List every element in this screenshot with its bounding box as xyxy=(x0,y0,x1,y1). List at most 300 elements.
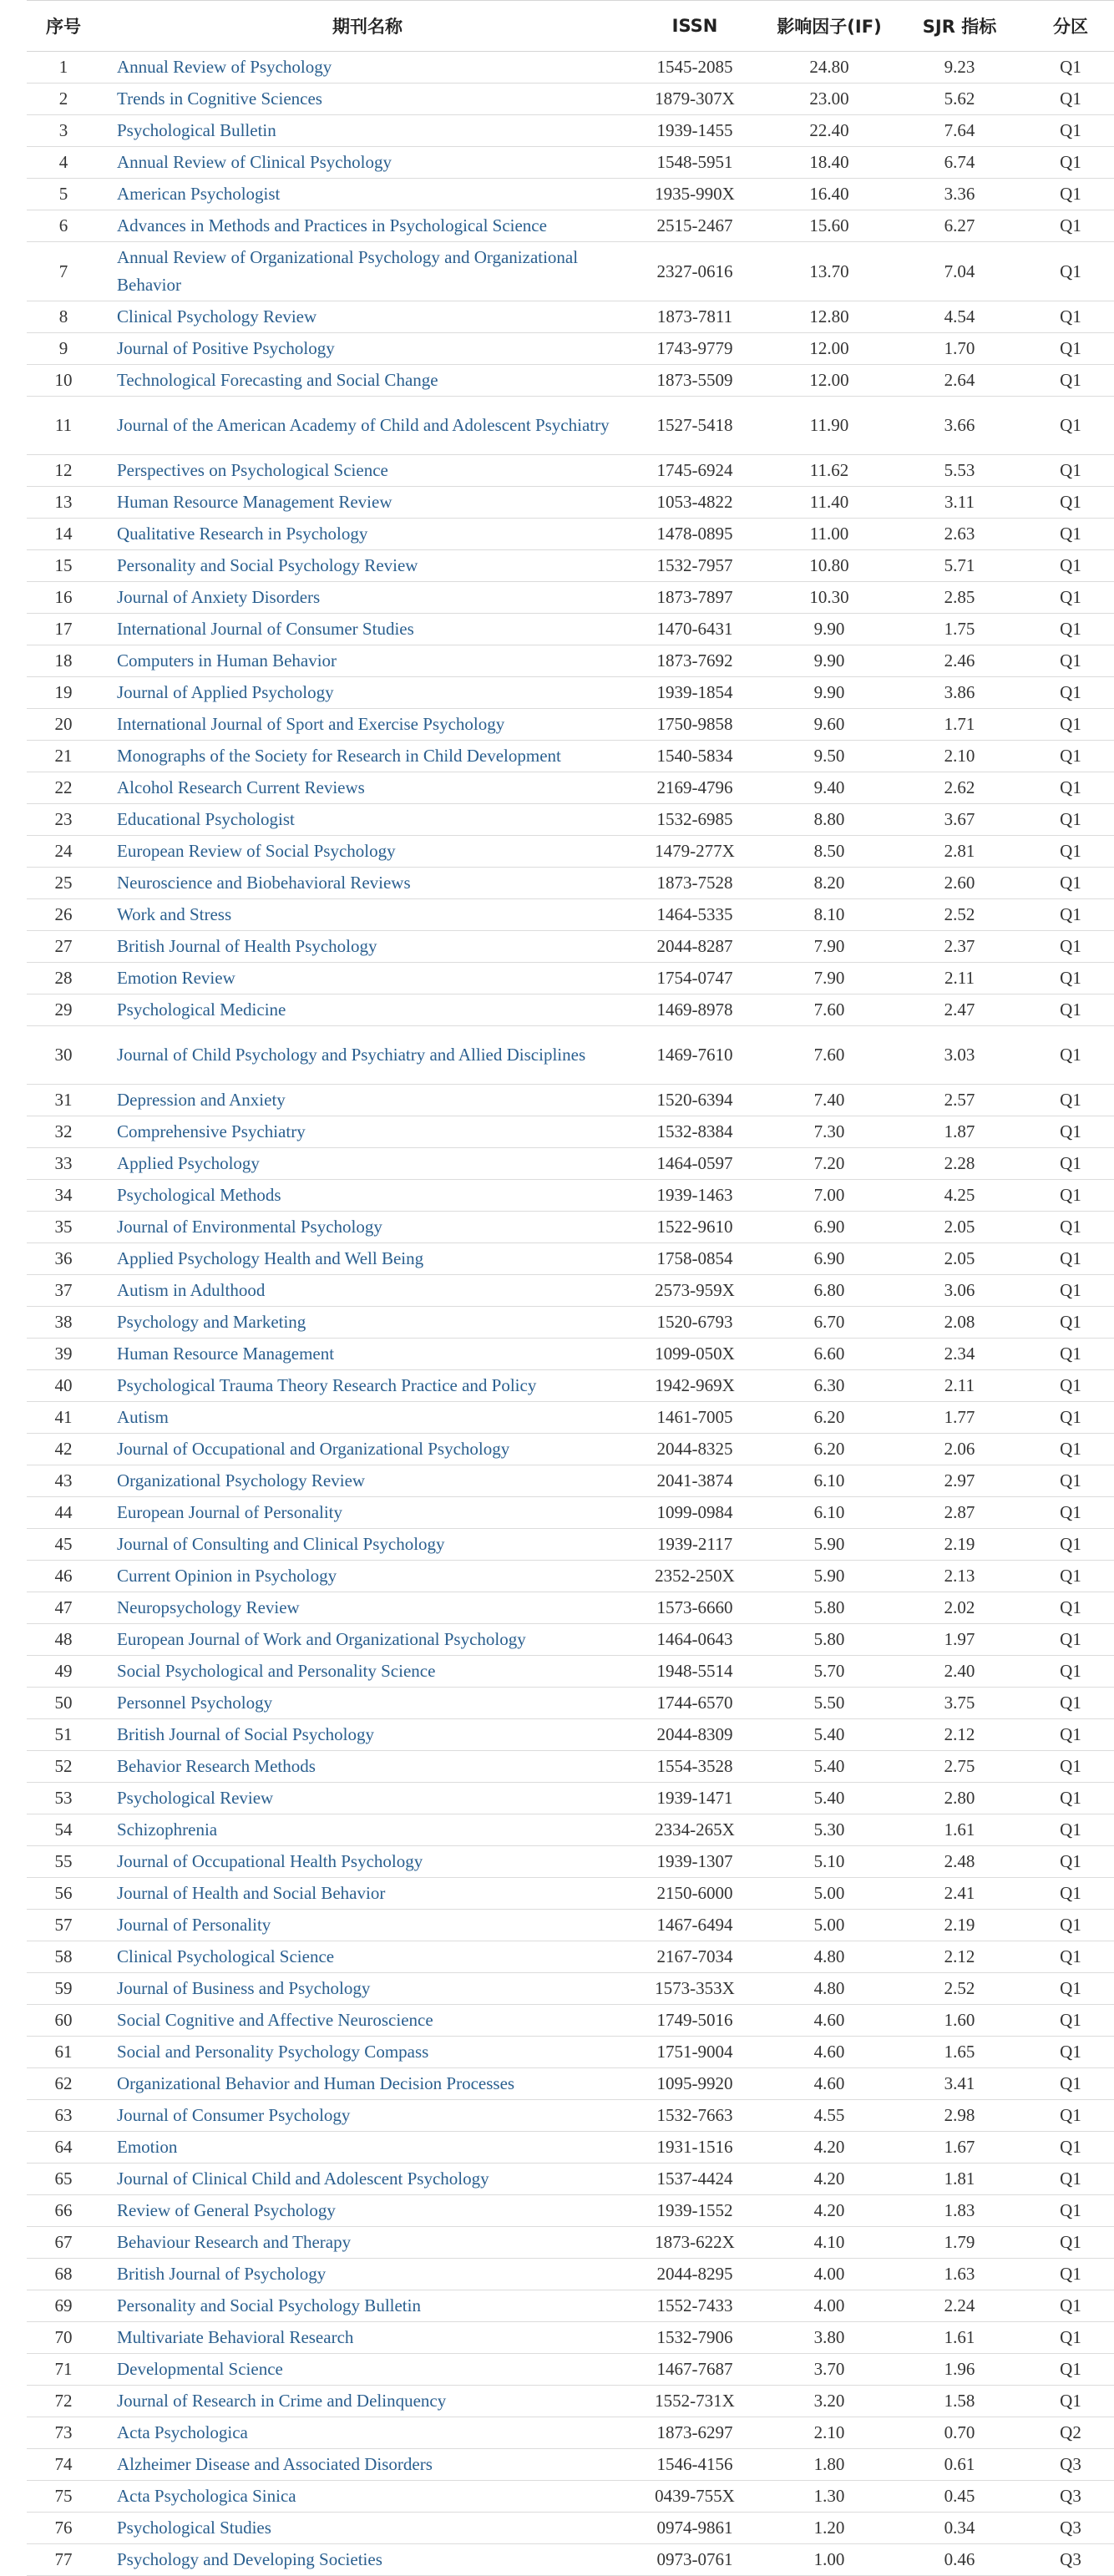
journal-name-link[interactable]: Personality and Social Psychology Review xyxy=(100,550,623,582)
table-row xyxy=(27,1719,1114,1751)
impact-factor-cell: 4.80 xyxy=(767,1973,892,2005)
sjr-cell: 2.75 xyxy=(892,1751,1027,1783)
issn-cell: 1939-1307 xyxy=(623,1846,767,1878)
journal-name-link[interactable]: Journal of Consulting and Clinical Psychology xyxy=(100,1529,623,1561)
quartile-cell: Q1 xyxy=(1027,2354,1114,2386)
journal-name-link[interactable]: Personality and Social Psychology Bulletin xyxy=(100,2290,623,2322)
journal-name-link[interactable]: International Journal of Consumer Studies xyxy=(100,614,623,645)
impact-factor-cell: 7.90 xyxy=(767,931,892,963)
sjr-cell: 4.54 xyxy=(892,301,1027,333)
sjr-cell: 2.64 xyxy=(892,365,1027,397)
issn-cell: 0439-755X xyxy=(623,2481,767,2513)
sjr-cell: 2.46 xyxy=(892,645,1027,677)
table-row xyxy=(27,836,1114,868)
impact-factor-cell: 9.90 xyxy=(767,645,892,677)
row-number: 1 xyxy=(27,52,100,84)
table-row xyxy=(27,397,1114,455)
issn-cell: 1948-5514 xyxy=(623,1656,767,1688)
journal-name-link[interactable]: Autism xyxy=(100,1402,623,1434)
quartile-cell: Q1 xyxy=(1027,1307,1114,1339)
quartile-cell: Q1 xyxy=(1027,614,1114,645)
impact-factor-cell: 4.20 xyxy=(767,2195,892,2227)
sjr-cell: 2.81 xyxy=(892,836,1027,868)
row-number: 7 xyxy=(27,242,100,301)
quartile-cell: Q1 xyxy=(1027,1656,1114,1688)
journal-name-link[interactable]: Journal of Anxiety Disorders xyxy=(100,582,623,614)
quartile-cell: Q1 xyxy=(1027,397,1114,455)
header-quartile: 分区 xyxy=(1027,1,1114,52)
journal-name-link[interactable]: Work and Stress xyxy=(100,899,623,931)
sjr-cell: 2.05 xyxy=(892,1212,1027,1243)
journal-name-link[interactable]: Psychological Bulletin xyxy=(100,115,623,147)
quartile-cell: Q1 xyxy=(1027,677,1114,709)
issn-cell: 1939-1854 xyxy=(623,677,767,709)
sjr-cell: 2.06 xyxy=(892,1434,1027,1465)
table-row xyxy=(27,487,1114,519)
row-number: 29 xyxy=(27,994,100,1026)
row-number: 57 xyxy=(27,1910,100,1941)
issn-cell: 1548-5951 xyxy=(623,147,767,179)
issn-cell: 2327-0616 xyxy=(623,242,767,301)
table-row xyxy=(27,2290,1114,2322)
table-row xyxy=(27,2068,1114,2100)
journal-name-link[interactable]: Depression and Anxiety xyxy=(100,1085,623,1116)
table-body xyxy=(27,52,1114,2576)
impact-factor-cell: 6.20 xyxy=(767,1434,892,1465)
sjr-cell: 2.52 xyxy=(892,1973,1027,2005)
impact-factor-cell: 5.10 xyxy=(767,1846,892,1878)
journal-name-link[interactable]: Human Resource Management Review xyxy=(100,487,623,519)
journal-name-link[interactable]: Advances in Methods and Practices in Psychological Science xyxy=(100,210,623,242)
journal-name-link[interactable]: Psychological Methods xyxy=(100,1180,623,1212)
row-number: 48 xyxy=(27,1624,100,1656)
header-no: 序号 xyxy=(27,1,100,52)
journal-name-link[interactable]: Social and Personality Psychology Compass xyxy=(100,2037,623,2068)
quartile-cell: Q1 xyxy=(1027,1910,1114,1941)
sjr-cell: 2.08 xyxy=(892,1307,1027,1339)
journal-name-link[interactable]: Human Resource Management xyxy=(100,1339,623,1370)
impact-factor-cell: 5.00 xyxy=(767,1910,892,1941)
quartile-cell: Q1 xyxy=(1027,242,1114,301)
quartile-cell: Q1 xyxy=(1027,2100,1114,2132)
impact-factor-cell: 5.80 xyxy=(767,1624,892,1656)
table-row xyxy=(27,2513,1114,2544)
quartile-cell: Q3 xyxy=(1027,2544,1114,2576)
journal-name-link[interactable]: Applied Psychology Health and Well Being xyxy=(100,1243,623,1275)
issn-cell: 1749-5016 xyxy=(623,2005,767,2037)
issn-cell: 1532-7906 xyxy=(623,2322,767,2354)
journal-name-link[interactable]: Annual Review of Psychology xyxy=(100,52,623,84)
table-row xyxy=(27,1148,1114,1180)
impact-factor-cell: 6.80 xyxy=(767,1275,892,1307)
journal-name-link[interactable]: Educational Psychologist xyxy=(100,804,623,836)
journal-name-link[interactable]: Multivariate Behavioral Research xyxy=(100,2322,623,2354)
header-journal-name: 期刊名称 xyxy=(100,1,623,52)
table-row xyxy=(27,1624,1114,1656)
table-row xyxy=(27,52,1114,84)
impact-factor-cell: 5.90 xyxy=(767,1561,892,1592)
quartile-cell: Q1 xyxy=(1027,582,1114,614)
quartile-cell: Q1 xyxy=(1027,1116,1114,1148)
quartile-cell: Q1 xyxy=(1027,147,1114,179)
quartile-cell: Q1 xyxy=(1027,994,1114,1026)
row-number: 18 xyxy=(27,645,100,677)
sjr-cell: 0.46 xyxy=(892,2544,1027,2576)
sjr-cell: 2.12 xyxy=(892,1941,1027,1973)
quartile-cell: Q1 xyxy=(1027,2164,1114,2195)
sjr-cell: 2.19 xyxy=(892,1529,1027,1561)
quartile-cell: Q1 xyxy=(1027,2068,1114,2100)
sjr-cell: 1.61 xyxy=(892,1814,1027,1846)
journal-name-link[interactable]: Journal of Personality xyxy=(100,1910,623,1941)
journal-name-link[interactable]: Review of General Psychology xyxy=(100,2195,623,2227)
journal-name-link[interactable]: British Journal of Health Psychology xyxy=(100,931,623,963)
quartile-cell: Q1 xyxy=(1027,741,1114,772)
impact-factor-cell: 7.60 xyxy=(767,1026,892,1085)
issn-cell: 1464-0597 xyxy=(623,1148,767,1180)
quartile-cell: Q1 xyxy=(1027,1402,1114,1434)
quartile-cell: Q1 xyxy=(1027,1973,1114,2005)
table-row xyxy=(27,550,1114,582)
table-row xyxy=(27,804,1114,836)
impact-factor-cell: 8.10 xyxy=(767,899,892,931)
quartile-cell: Q1 xyxy=(1027,1085,1114,1116)
row-number: 55 xyxy=(27,1846,100,1878)
table-row xyxy=(27,1275,1114,1307)
row-number: 13 xyxy=(27,487,100,519)
journal-name-link[interactable]: Qualitative Research in Psychology xyxy=(100,519,623,550)
table-row xyxy=(27,2449,1114,2481)
quartile-cell: Q1 xyxy=(1027,455,1114,487)
journal-name-link[interactable]: Journal of Occupational Health Psychology xyxy=(100,1846,623,1878)
table-row xyxy=(27,365,1114,397)
journal-name-link[interactable]: Personnel Psychology xyxy=(100,1688,623,1719)
impact-factor-cell: 7.40 xyxy=(767,1085,892,1116)
row-number: 58 xyxy=(27,1941,100,1973)
impact-factor-cell: 4.60 xyxy=(767,2005,892,2037)
impact-factor-cell: 11.62 xyxy=(767,455,892,487)
table-row xyxy=(27,868,1114,899)
table-row xyxy=(27,2417,1114,2449)
journal-name-link[interactable]: Schizophrenia xyxy=(100,1814,623,1846)
sjr-cell: 2.11 xyxy=(892,1370,1027,1402)
table-row xyxy=(27,115,1114,147)
journal-name-link[interactable]: Journal of Business and Psychology xyxy=(100,1973,623,2005)
table-row xyxy=(27,1941,1114,1973)
journal-name-link[interactable]: Perspectives on Psychological Science xyxy=(100,455,623,487)
impact-factor-cell: 9.90 xyxy=(767,614,892,645)
impact-factor-cell: 24.80 xyxy=(767,52,892,84)
journal-name-link[interactable]: Social Cognitive and Affective Neuroscience xyxy=(100,2005,623,2037)
journal-name-link[interactable]: Journal of Clinical Child and Adolescent Psychology xyxy=(100,2164,623,2195)
sjr-cell: 2.02 xyxy=(892,1592,1027,1624)
row-number: 28 xyxy=(27,963,100,994)
journal-name-link[interactable]: Journal of Positive Psychology xyxy=(100,333,623,365)
journal-name-link[interactable]: Journal of Occupational and Organizational Psychology xyxy=(100,1434,623,1465)
impact-factor-cell: 4.20 xyxy=(767,2132,892,2164)
quartile-cell: Q1 xyxy=(1027,1148,1114,1180)
row-number: 43 xyxy=(27,1465,100,1497)
issn-cell: 1879-307X xyxy=(623,84,767,115)
journal-name-link[interactable]: Journal of Environmental Psychology xyxy=(100,1212,623,1243)
sjr-cell: 0.45 xyxy=(892,2481,1027,2513)
journal-name-link[interactable]: European Review of Social Psychology xyxy=(100,836,623,868)
issn-cell: 2150-6000 xyxy=(623,1878,767,1910)
journal-name-link[interactable]: Technological Forecasting and Social Change xyxy=(100,365,623,397)
quartile-cell: Q1 xyxy=(1027,1180,1114,1212)
impact-factor-cell: 16.40 xyxy=(767,179,892,210)
impact-factor-cell: 5.70 xyxy=(767,1656,892,1688)
impact-factor-cell: 3.80 xyxy=(767,2322,892,2354)
table-row xyxy=(27,1688,1114,1719)
journal-name-link[interactable]: Organizational Behavior and Human Decision Processes xyxy=(100,2068,623,2100)
issn-cell: 1939-1471 xyxy=(623,1783,767,1814)
issn-cell: 1532-7957 xyxy=(623,550,767,582)
row-number: 36 xyxy=(27,1243,100,1275)
impact-factor-cell: 13.70 xyxy=(767,242,892,301)
journal-name-link[interactable]: Acta Psychologica Sinica xyxy=(100,2481,623,2513)
issn-cell: 1522-9610 xyxy=(623,1212,767,1243)
journal-name-link[interactable]: Acta Psychologica xyxy=(100,2417,623,2449)
table-row xyxy=(27,582,1114,614)
table-row xyxy=(27,147,1114,179)
journal-name-link[interactable]: British Journal of Psychology xyxy=(100,2259,623,2290)
impact-factor-cell: 6.70 xyxy=(767,1307,892,1339)
quartile-cell: Q1 xyxy=(1027,52,1114,84)
sjr-cell: 9.23 xyxy=(892,52,1027,84)
issn-cell: 1532-7663 xyxy=(623,2100,767,2132)
sjr-cell: 1.83 xyxy=(892,2195,1027,2227)
impact-factor-cell: 1.80 xyxy=(767,2449,892,2481)
journal-name-link[interactable]: International Journal of Sport and Exercise Psychology xyxy=(100,709,623,741)
journal-name-link[interactable]: Neuroscience and Biobehavioral Reviews xyxy=(100,868,623,899)
row-number: 77 xyxy=(27,2544,100,2576)
issn-cell: 1873-6297 xyxy=(623,2417,767,2449)
sjr-cell: 2.85 xyxy=(892,582,1027,614)
row-number: 39 xyxy=(27,1339,100,1370)
journal-name-link[interactable]: Trends in Cognitive Sciences xyxy=(100,84,623,115)
table-row xyxy=(27,2100,1114,2132)
table-row xyxy=(27,709,1114,741)
quartile-cell: Q1 xyxy=(1027,1688,1114,1719)
journal-name-link[interactable]: Autism in Adulthood xyxy=(100,1275,623,1307)
issn-cell: 1873-7692 xyxy=(623,645,767,677)
row-number: 49 xyxy=(27,1656,100,1688)
sjr-cell: 1.58 xyxy=(892,2386,1027,2417)
quartile-cell: Q1 xyxy=(1027,1275,1114,1307)
journal-name-link[interactable]: American Psychologist xyxy=(100,179,623,210)
issn-cell: 1573-6660 xyxy=(623,1592,767,1624)
issn-cell: 1469-7610 xyxy=(623,1026,767,1085)
impact-factor-cell: 12.00 xyxy=(767,333,892,365)
quartile-cell: Q1 xyxy=(1027,836,1114,868)
journal-name-link[interactable]: Monographs of the Society for Research in Child Development xyxy=(100,741,623,772)
row-number: 22 xyxy=(27,772,100,804)
journal-name-link[interactable]: Journal of Child Psychology and Psychiatry and Allied Disciplines xyxy=(100,1026,623,1085)
journal-name-link[interactable]: Psychological Studies xyxy=(100,2513,623,2544)
impact-factor-cell: 5.40 xyxy=(767,1751,892,1783)
sjr-cell: 7.04 xyxy=(892,242,1027,301)
journal-name-link[interactable]: Clinical Psychological Science xyxy=(100,1941,623,1973)
sjr-cell: 1.87 xyxy=(892,1116,1027,1148)
table-row xyxy=(27,931,1114,963)
sjr-cell: 5.62 xyxy=(892,84,1027,115)
row-number: 70 xyxy=(27,2322,100,2354)
issn-cell: 2334-265X xyxy=(623,1814,767,1846)
quartile-cell: Q1 xyxy=(1027,1026,1114,1085)
journal-name-link[interactable]: Emotion Review xyxy=(100,963,623,994)
quartile-cell: Q1 xyxy=(1027,963,1114,994)
journal-name-link[interactable]: European Journal of Work and Organizational Psychology xyxy=(100,1624,623,1656)
quartile-cell: Q1 xyxy=(1027,115,1114,147)
table-row xyxy=(27,1973,1114,2005)
sjr-cell: 2.37 xyxy=(892,931,1027,963)
journal-name-link[interactable]: Clinical Psychology Review xyxy=(100,301,623,333)
row-number: 67 xyxy=(27,2227,100,2259)
issn-cell: 1931-1516 xyxy=(623,2132,767,2164)
row-number: 9 xyxy=(27,333,100,365)
issn-cell: 1758-0854 xyxy=(623,1243,767,1275)
journal-name-link[interactable]: Organizational Psychology Review xyxy=(100,1465,623,1497)
issn-cell: 1552-731X xyxy=(623,2386,767,2417)
quartile-cell: Q1 xyxy=(1027,487,1114,519)
table-row xyxy=(27,1656,1114,1688)
row-number: 68 xyxy=(27,2259,100,2290)
quartile-cell: Q1 xyxy=(1027,1751,1114,1783)
journal-name-link[interactable]: European Journal of Personality xyxy=(100,1497,623,1529)
table-row xyxy=(27,677,1114,709)
row-number: 26 xyxy=(27,899,100,931)
quartile-cell: Q1 xyxy=(1027,179,1114,210)
journal-name-link[interactable]: Behaviour Research and Therapy xyxy=(100,2227,623,2259)
journal-name-link[interactable]: Psychological Medicine xyxy=(100,994,623,1026)
sjr-cell: 2.40 xyxy=(892,1656,1027,1688)
journal-name-link[interactable]: Computers in Human Behavior xyxy=(100,645,623,677)
impact-factor-cell: 4.80 xyxy=(767,1941,892,1973)
impact-factor-cell: 9.50 xyxy=(767,741,892,772)
row-number: 19 xyxy=(27,677,100,709)
journal-name-link[interactable]: Neuropsychology Review xyxy=(100,1592,623,1624)
sjr-cell: 0.34 xyxy=(892,2513,1027,2544)
row-number: 47 xyxy=(27,1592,100,1624)
journal-name-link[interactable]: Journal of Consumer Psychology xyxy=(100,2100,623,2132)
issn-cell: 1537-4424 xyxy=(623,2164,767,2195)
journal-name-link[interactable]: Comprehensive Psychiatry xyxy=(100,1116,623,1148)
row-number: 46 xyxy=(27,1561,100,1592)
table-row xyxy=(27,2544,1114,2576)
table-row xyxy=(27,1370,1114,1402)
journal-name-link[interactable]: Journal of the American Academy of Child and Adolescent Psychiatry xyxy=(100,397,623,455)
row-number: 12 xyxy=(27,455,100,487)
sjr-cell: 7.64 xyxy=(892,115,1027,147)
issn-cell: 1520-6793 xyxy=(623,1307,767,1339)
table-row xyxy=(27,2259,1114,2290)
journal-name-link[interactable]: British Journal of Social Psychology xyxy=(100,1719,623,1751)
quartile-cell: Q1 xyxy=(1027,2386,1114,2417)
journal-name-link[interactable]: Alcohol Research Current Reviews xyxy=(100,772,623,804)
sjr-cell: 6.74 xyxy=(892,147,1027,179)
issn-cell: 1873-7897 xyxy=(623,582,767,614)
issn-cell: 1942-969X xyxy=(623,1370,767,1402)
row-number: 5 xyxy=(27,179,100,210)
issn-cell: 1546-4156 xyxy=(623,2449,767,2481)
sjr-cell: 3.06 xyxy=(892,1275,1027,1307)
issn-cell: 1873-7811 xyxy=(623,301,767,333)
journal-name-link[interactable]: Psychology and Developing Societies xyxy=(100,2544,623,2576)
quartile-cell: Q1 xyxy=(1027,645,1114,677)
quartile-cell: Q1 xyxy=(1027,1212,1114,1243)
row-number: 71 xyxy=(27,2354,100,2386)
row-number: 74 xyxy=(27,2449,100,2481)
journal-name-link[interactable]: Developmental Science xyxy=(100,2354,623,2386)
row-number: 15 xyxy=(27,550,100,582)
sjr-cell: 2.13 xyxy=(892,1561,1027,1592)
header-impact-factor: 影响因子(IF) xyxy=(767,1,892,52)
row-number: 27 xyxy=(27,931,100,963)
journal-name-link[interactable]: Alzheimer Disease and Associated Disorders xyxy=(100,2449,623,2481)
row-number: 75 xyxy=(27,2481,100,2513)
row-number: 44 xyxy=(27,1497,100,1529)
journal-name-link[interactable]: Psychological Review xyxy=(100,1783,623,1814)
issn-cell: 1464-0643 xyxy=(623,1624,767,1656)
sjr-cell: 3.36 xyxy=(892,179,1027,210)
issn-cell: 1939-1455 xyxy=(623,115,767,147)
journal-name-link[interactable]: Behavior Research Methods xyxy=(100,1751,623,1783)
table-row xyxy=(27,2322,1114,2354)
journal-name-link[interactable]: Applied Psychology xyxy=(100,1148,623,1180)
quartile-cell: Q1 xyxy=(1027,2037,1114,2068)
impact-factor-cell: 11.00 xyxy=(767,519,892,550)
impact-factor-cell: 22.40 xyxy=(767,115,892,147)
journal-name-link[interactable]: Emotion xyxy=(100,2132,623,2164)
table-row xyxy=(27,994,1114,1026)
quartile-cell: Q1 xyxy=(1027,2005,1114,2037)
table-row xyxy=(27,772,1114,804)
sjr-cell: 4.25 xyxy=(892,1180,1027,1212)
table-row xyxy=(27,455,1114,487)
journal-name-link[interactable]: Psychological Trauma Theory Research Practice and Policy xyxy=(100,1370,623,1402)
sjr-cell: 1.96 xyxy=(892,2354,1027,2386)
sjr-cell: 2.52 xyxy=(892,899,1027,931)
journal-name-link[interactable]: Annual Review of Organizational Psychology and Organizational Behavior xyxy=(100,242,623,301)
impact-factor-cell: 7.00 xyxy=(767,1180,892,1212)
impact-factor-cell: 5.90 xyxy=(767,1529,892,1561)
journal-name-link[interactable]: Psychology and Marketing xyxy=(100,1307,623,1339)
quartile-cell: Q1 xyxy=(1027,333,1114,365)
issn-cell: 1939-2117 xyxy=(623,1529,767,1561)
table-row xyxy=(27,2132,1114,2164)
row-number: 64 xyxy=(27,2132,100,2164)
quartile-cell: Q1 xyxy=(1027,1465,1114,1497)
sjr-cell: 2.28 xyxy=(892,1148,1027,1180)
impact-factor-cell: 4.55 xyxy=(767,2100,892,2132)
issn-cell: 0974-9861 xyxy=(623,2513,767,2544)
journal-name-link[interactable]: Journal of Applied Psychology xyxy=(100,677,623,709)
issn-cell: 0973-0761 xyxy=(623,2544,767,2576)
impact-factor-cell: 2.10 xyxy=(767,2417,892,2449)
journal-name-link[interactable]: Social Psychological and Personality Science xyxy=(100,1656,623,1688)
journal-name-link[interactable]: Journal of Research in Crime and Delinquency xyxy=(100,2386,623,2417)
journal-name-link[interactable]: Journal of Health and Social Behavior xyxy=(100,1878,623,1910)
journal-name-link[interactable]: Current Opinion in Psychology xyxy=(100,1561,623,1592)
row-number: 42 xyxy=(27,1434,100,1465)
quartile-cell: Q2 xyxy=(1027,2417,1114,2449)
impact-factor-cell: 5.00 xyxy=(767,1878,892,1910)
row-number: 66 xyxy=(27,2195,100,2227)
quartile-cell: Q1 xyxy=(1027,772,1114,804)
row-number: 69 xyxy=(27,2290,100,2322)
journal-name-link[interactable]: Annual Review of Clinical Psychology xyxy=(100,147,623,179)
